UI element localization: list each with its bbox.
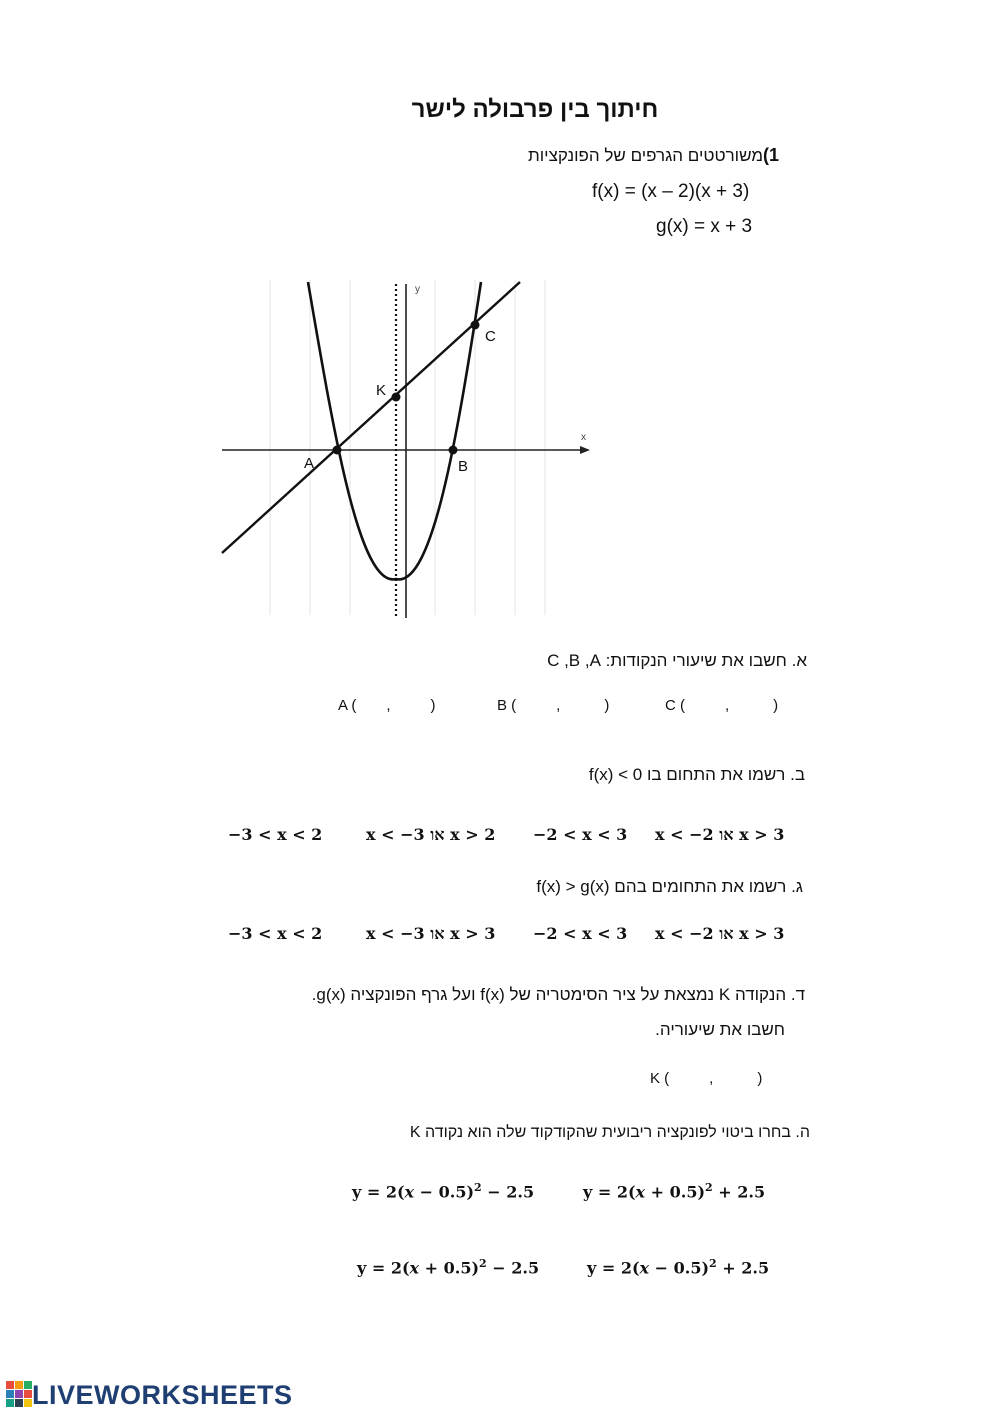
- e2-op: + 0.5): [645, 1182, 706, 1202]
- blank-K-open: K (: [650, 1070, 670, 1087]
- part-b-option-1-text: −3 < x < 2: [228, 825, 323, 844]
- part-c-prompt: ג. רשמו את התחומים בהם f(x) > g(x): [536, 877, 803, 896]
- e2-var: x: [635, 1182, 646, 1202]
- question-intro-text: משורטטים הגרפים של הפונקציות: [528, 146, 764, 165]
- part-c-option-4-text: x < −2 או x > 3: [655, 924, 785, 943]
- blank-C[interactable]: [665, 697, 778, 714]
- e4-op: − 0.5): [649, 1258, 710, 1278]
- part-b-option-3-text: −2 < x < 3: [533, 825, 628, 844]
- e4-tail: + 2.5: [716, 1258, 770, 1278]
- e3-tail: − 2.5: [486, 1258, 540, 1278]
- e4-lhs: y = 2(: [587, 1258, 640, 1278]
- part-c-option-1[interactable]: [228, 924, 322, 943]
- part-a-prompt: א. חשבו את שיעורי הנקודות: C ,B ,A: [547, 651, 807, 670]
- part-b-option-4-text: x < −2 או x > 3: [655, 825, 785, 844]
- x-axis-arrow-icon: [580, 446, 590, 454]
- logo-grid-icon: [6, 1381, 32, 1407]
- y-axis-label: y: [415, 284, 420, 295]
- blank-B-close: ): [604, 697, 610, 714]
- e4-exp: 2: [709, 1257, 717, 1270]
- e1-lhs: y = 2(: [352, 1182, 405, 1202]
- f-definition: f(x) = (x – 2)(x + 3): [592, 181, 750, 202]
- e3-exp: 2: [479, 1257, 487, 1270]
- blank-B-open: B (: [497, 697, 517, 714]
- blank-A-sep: ,: [386, 697, 391, 714]
- label-C: C: [485, 328, 496, 345]
- part-b-prompt: ב. רשמו את התחום בו f(x) < 0: [588, 765, 805, 784]
- blank-C-sep: ,: [725, 697, 730, 714]
- part-c-option-3[interactable]: [533, 924, 627, 943]
- part-b-option-2-text: x < −3 או x > 2: [366, 825, 496, 844]
- e1-op: − 0.5): [414, 1182, 475, 1202]
- question-intro: [528, 145, 779, 166]
- label-A: A: [304, 455, 315, 472]
- point-B: [449, 446, 458, 455]
- blank-C-open: C (: [665, 697, 685, 714]
- blank-A[interactable]: [338, 697, 436, 714]
- label-K: K: [376, 382, 387, 399]
- e1-tail: − 2.5: [481, 1182, 535, 1202]
- part-b-option-1[interactable]: [228, 825, 322, 844]
- parabola-curve: [308, 282, 481, 579]
- e2-exp: 2: [705, 1181, 713, 1194]
- blank-B-sep: ,: [556, 697, 561, 714]
- e3-op: + 0.5): [419, 1258, 480, 1278]
- blank-C-close: ): [773, 697, 779, 714]
- part-c-option-2-text: x < −3 או x > 3: [366, 924, 496, 943]
- graph-grid: [270, 280, 545, 615]
- e3-var: x: [409, 1258, 420, 1278]
- part-e-option-1[interactable]: [352, 1181, 534, 1201]
- blank-A-close: ): [430, 697, 436, 714]
- part-e-option-2[interactable]: [583, 1181, 765, 1201]
- e4-var: x: [639, 1258, 650, 1278]
- blank-K[interactable]: [650, 1070, 762, 1087]
- blank-B[interactable]: [497, 697, 609, 714]
- part-d-prompt-line2: חשבו את שיעוריה.: [655, 1020, 785, 1039]
- e2-lhs: y = 2(: [583, 1182, 636, 1202]
- part-c-option-4[interactable]: [655, 924, 784, 944]
- part-e-prompt: ה. בחרו ביטוי לפונקציה ריבועית שהקודקוד שלה הוא נקודה K: [409, 1124, 810, 1141]
- logo-text: LIVEWORKSHEETS: [32, 1380, 293, 1410]
- point-C: [471, 321, 480, 330]
- x-axis-label: x: [581, 432, 586, 443]
- point-K: [392, 393, 401, 402]
- part-c-option-2[interactable]: [366, 924, 495, 944]
- part-d-prompt-line1: ד. הנקודה K נמצאת על ציר הסימטריה של f(x) ועל גרף הפונקציה g(x).: [311, 985, 805, 1004]
- part-e-option-4[interactable]: [587, 1257, 769, 1277]
- page-title: חיתוך בין פרבולה לישר: [411, 96, 659, 123]
- part-b-option-3[interactable]: [533, 825, 627, 844]
- e2-tail: + 2.5: [712, 1182, 766, 1202]
- part-b-option-4[interactable]: [655, 825, 784, 845]
- liveworksheets-logo[interactable]: [6, 1380, 293, 1411]
- function-graph: [210, 270, 610, 630]
- part-c-option-1-text: −3 < x < 2: [228, 924, 323, 943]
- part-c-option-3-text: −2 < x < 3: [533, 924, 628, 943]
- part-e-option-3[interactable]: [357, 1257, 539, 1277]
- point-A: [333, 446, 342, 455]
- blank-K-sep: ,: [709, 1070, 714, 1087]
- blank-K-close: ): [757, 1070, 763, 1087]
- e1-exp: 2: [474, 1181, 482, 1194]
- g-definition: g(x) = x + 3: [656, 216, 753, 237]
- part-b-option-2[interactable]: [366, 825, 495, 845]
- label-B: B: [458, 458, 469, 475]
- question-number: 1): [763, 145, 780, 165]
- e3-lhs: y = 2(: [357, 1258, 410, 1278]
- e1-var: x: [404, 1182, 415, 1202]
- blank-A-open: A (: [338, 697, 357, 714]
